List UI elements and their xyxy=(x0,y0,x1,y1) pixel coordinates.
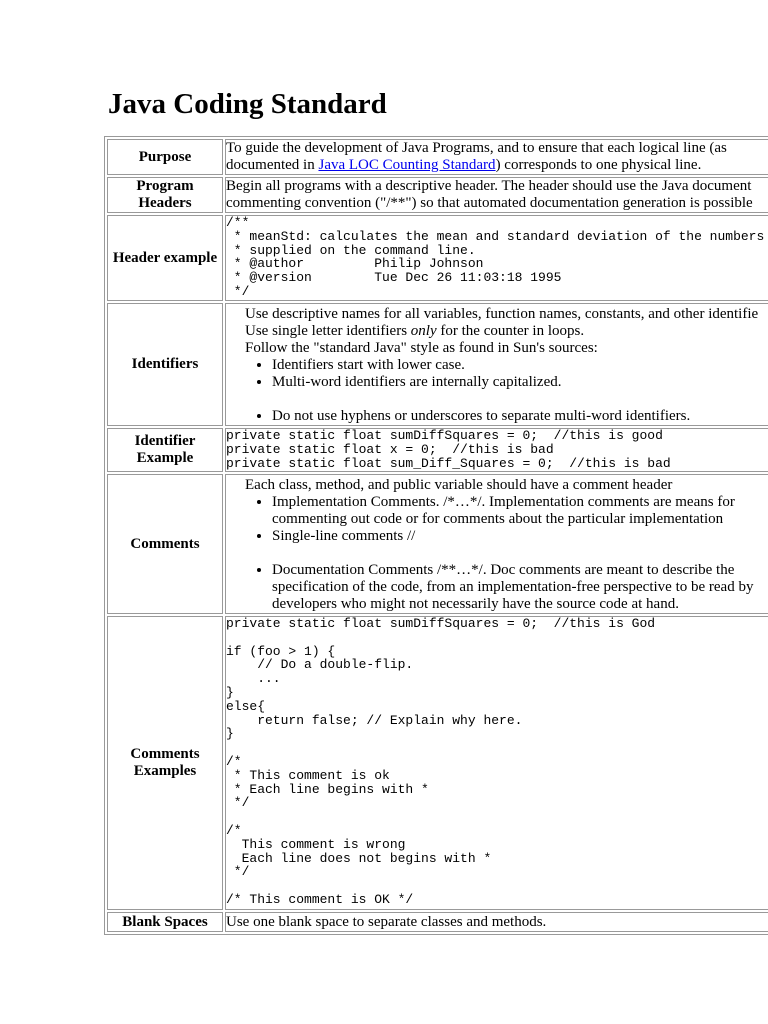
program-headers-label-line-2: Headers xyxy=(138,195,192,211)
row-label-purpose xyxy=(107,139,223,175)
program-headers-content xyxy=(225,177,768,213)
list-item: • Single-line comments // xyxy=(272,528,768,545)
identifiers-line-2-before: Use single letter identifiers xyxy=(245,323,411,339)
table-row-program-headers xyxy=(107,177,768,213)
identifiers-line-2 xyxy=(226,323,768,340)
program-headers-line-1: Begin all programs with a descriptive header. The header should use the Java document xyxy=(226,178,752,194)
row-label-identifier-example xyxy=(107,428,223,472)
comments-content xyxy=(225,474,768,614)
identifiers-content xyxy=(225,303,768,426)
table-row-comments xyxy=(107,474,768,614)
row-label-blank-spaces xyxy=(107,912,223,932)
purpose-text-before-link: documented in xyxy=(226,157,319,173)
comments-intro: Each class, method, and public variable should have a comment header xyxy=(245,477,673,493)
list-item: • Multi-word identifiers are internally capitalized. xyxy=(272,374,768,391)
program-headers-line-2: commenting convention ("/**") so that automated documentation generation is possible xyxy=(226,195,753,211)
identifiers-bullet-list xyxy=(226,357,768,391)
row-label-identifiers xyxy=(107,303,223,426)
identifier-example-label-line-1: Identifier xyxy=(134,433,196,449)
row-label-program-headers xyxy=(107,177,223,213)
page-title: Java Coding Standard xyxy=(108,88,387,120)
identifiers-bullet-list-2 xyxy=(226,408,768,425)
comments-label: Comments xyxy=(130,535,200,552)
header-example-label: Header example xyxy=(112,249,218,266)
comments-bullet-1-line-1: • Implementation Comments. /*…*/. Implementation comments are means for xyxy=(272,494,735,510)
standards-table xyxy=(104,136,768,935)
list-item: • Identifiers start with lower case. xyxy=(272,357,768,374)
list-item xyxy=(272,494,768,528)
comments-examples-label-line-1: Comments xyxy=(130,746,200,762)
table-row-identifiers xyxy=(107,303,768,426)
table-row-comments-examples xyxy=(107,616,768,910)
blank-spaces-text: Use one blank space to separate classes and methods. xyxy=(226,913,547,930)
header-example-content xyxy=(225,215,768,301)
identifiers-label: Identifiers xyxy=(131,356,199,372)
identifier-example-label-line-2: Example xyxy=(136,450,194,466)
comments-bullet-list-2 xyxy=(226,562,768,613)
table-row-identifier-example xyxy=(107,428,768,472)
header-example-code: /** * meanStd: calculates the mean and standard deviation of the numbers * supplied on the command line. * @author Philip Johnson * @version Tue Dec 26 11:03:18 1995 */ xyxy=(226,215,765,299)
table-row-purpose xyxy=(107,139,768,175)
comments-bullet-3-line-3: developers who might not necessarily have the source code at hand. xyxy=(272,596,679,612)
identifiers-line-2-emphasis: only xyxy=(410,323,437,339)
identifiers-line-1: Use descriptive names for all variables, function names, constants, and other identifie xyxy=(245,306,759,322)
table-row-blank-spaces xyxy=(107,912,768,932)
table-row-header-example xyxy=(107,215,768,301)
list-item: • Do not use hyphens or underscores to separate multi-word identifiers. xyxy=(272,408,768,425)
identifier-example-content xyxy=(225,428,768,472)
purpose-content xyxy=(225,139,768,175)
identifier-example-code: private static float sumDiffSquares = 0; //this is good private static float x = 0; //this is bad private static float sum_Diff_Squares = 0; //this is bad xyxy=(226,428,671,471)
comments-bullet-1-line-2: commenting out code or for comments about the particular implementation xyxy=(272,511,724,527)
purpose-text-after-link: ) corresponds to one physical line. xyxy=(495,157,702,173)
identifiers-line-2-after: for the counter in loops. xyxy=(436,323,585,339)
comments-bullet-3-line-2: specification of the code, from an implementation-free perspective to be read by xyxy=(272,579,754,595)
blank-spaces-content xyxy=(225,912,768,932)
comments-bullet-list xyxy=(226,494,768,545)
program-headers-label-line-1: Program xyxy=(136,178,194,194)
comments-bullet-3-line-1: • Documentation Comments /**…*/. Doc comments are meant to describe the xyxy=(272,562,735,578)
purpose-label: Purpose xyxy=(138,148,192,165)
row-label-header-example xyxy=(107,215,223,301)
row-label-comments-examples xyxy=(107,616,223,910)
purpose-line-1: To guide the development of Java Programs, and to ensure that each logical line (as xyxy=(226,140,727,156)
list-item xyxy=(272,562,768,613)
purpose-line-2 xyxy=(226,157,768,174)
blank-spaces-label: Blank Spaces xyxy=(122,913,208,930)
comments-examples-content xyxy=(225,616,768,910)
java-loc-counting-standard-link[interactable]: Java LOC Counting Standard xyxy=(318,157,496,173)
comments-examples-code: private static float sumDiffSquares = 0; //this is God if (foo > 1) { // Do a double-flip. ... } else{ return false; // Explain why here. } /* * This comment is ok * Each line begins with * */ /* This comment is wrong Each line does not begins with * */ /* This comment is OK */ xyxy=(226,616,656,907)
row-label-comments xyxy=(107,474,223,614)
identifiers-line-3: Follow the "standard Java" style as found in Sun's sources: xyxy=(245,340,598,356)
comments-examples-label-line-2: Examples xyxy=(133,763,197,779)
